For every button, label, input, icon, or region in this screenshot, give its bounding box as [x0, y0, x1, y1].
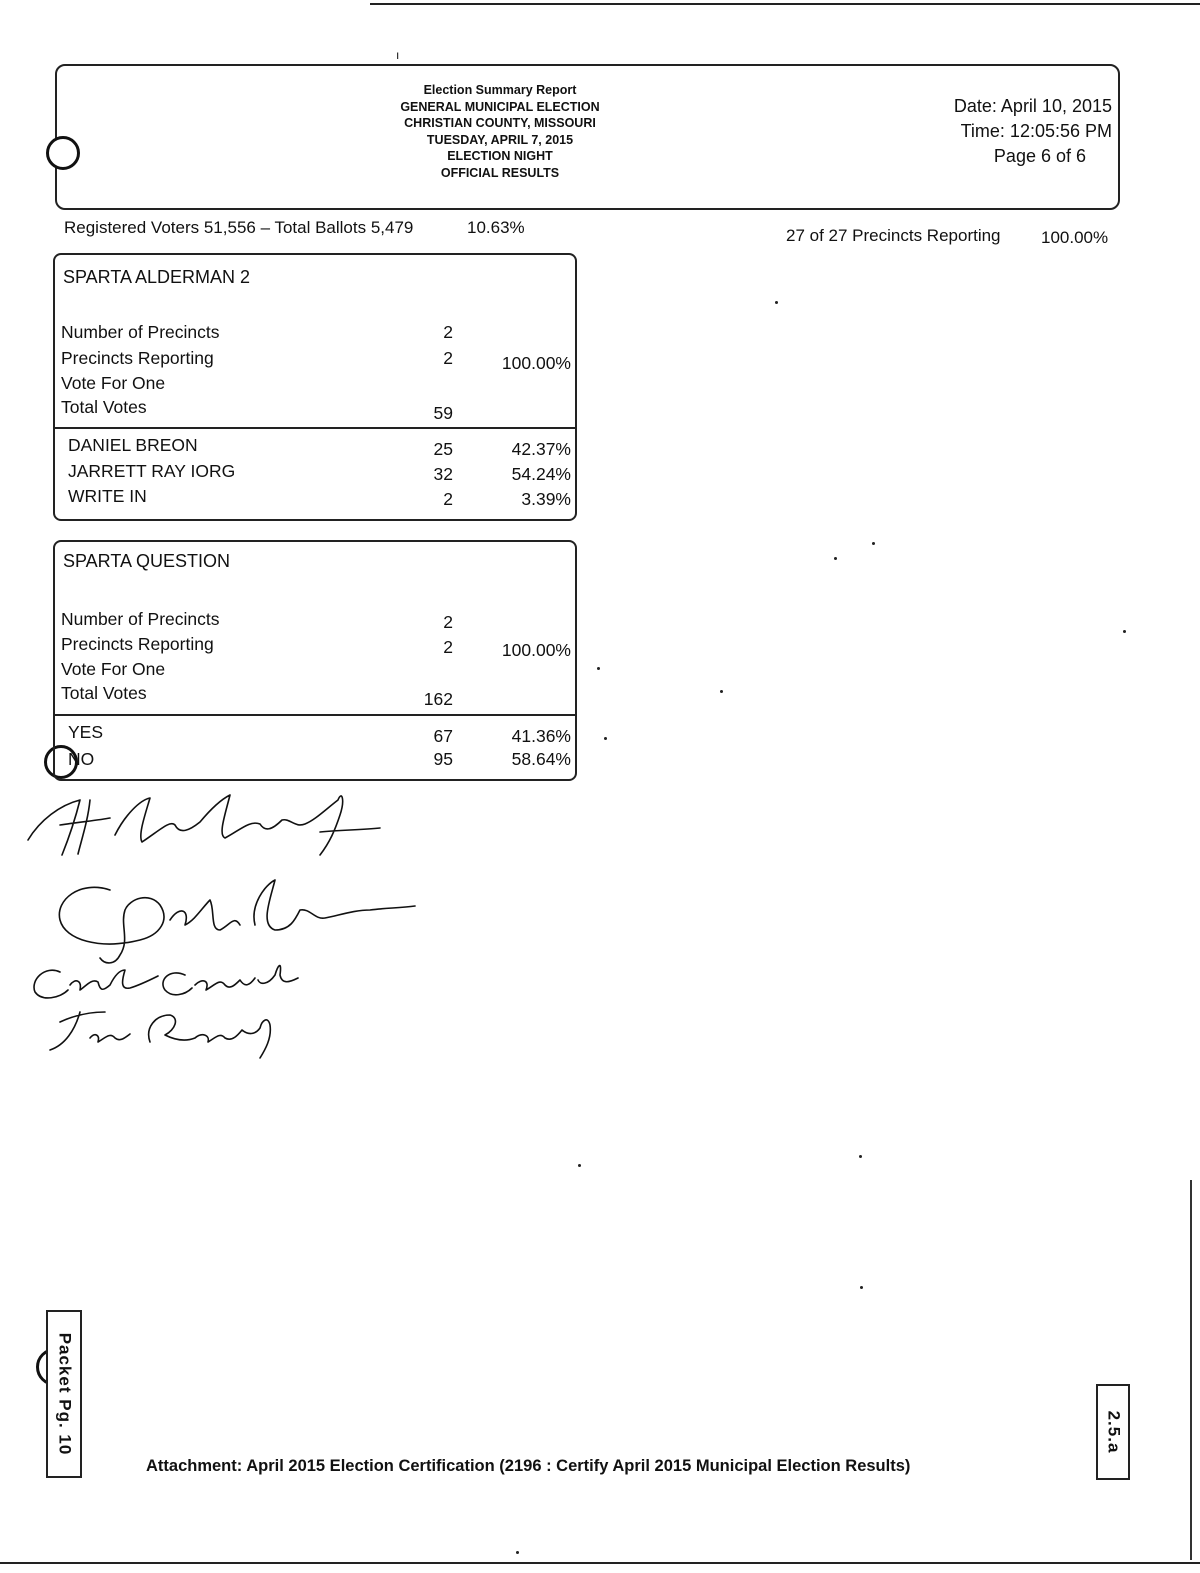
- report-meta: [954, 94, 1112, 169]
- signature-3: [34, 966, 298, 998]
- stat-label: Precincts Reporting: [61, 634, 214, 654]
- bottom-scan-line: [0, 1562, 1200, 1564]
- candidate-votes: 2: [443, 489, 453, 509]
- report-title-line: CHRISTIAN COUNTY, MISSOURI: [404, 116, 596, 130]
- report-time: Time: 12:05:56 PM: [960, 121, 1112, 141]
- scan-speck: [775, 301, 778, 304]
- stat-row-vote-for: [55, 659, 575, 683]
- packet-page-label: Packet Pg. 10: [55, 1332, 74, 1456]
- candidate-votes: 95: [433, 749, 453, 769]
- section-divider: [53, 714, 577, 716]
- item-number-label: 2.5.a: [1104, 1410, 1123, 1454]
- stat-label: Number of Precincts: [61, 609, 220, 629]
- stat-label: Precincts Reporting: [61, 348, 214, 368]
- scan-edge-line: [1190, 1180, 1192, 1560]
- signature-2: [59, 880, 415, 963]
- candidate-name: WRITE IN: [68, 486, 147, 506]
- report-title-line: ELECTION NIGHT: [447, 149, 553, 163]
- report-title-line: GENERAL MUNICIPAL ELECTION: [400, 99, 600, 114]
- race-title: SPARTA QUESTION: [63, 551, 231, 571]
- stat-value: 2: [443, 637, 453, 657]
- scan-speck: [516, 1551, 519, 1554]
- candidate-name: JARRETT RAY IORG: [68, 461, 236, 481]
- candidate-percent: 58.64%: [511, 749, 571, 769]
- report-date: Date: April 10, 2015: [953, 96, 1112, 116]
- stat-percent: 100.00%: [501, 640, 571, 660]
- stat-row-total-votes: [55, 683, 575, 707]
- race-title: SPARTA ALDERMAN 2: [63, 267, 251, 287]
- registered-voters: Registered Voters 51,556 – Total Ballots 5,479: [64, 218, 414, 237]
- candidate-name: DANIEL BREON: [68, 435, 198, 455]
- signature-4: [50, 1012, 270, 1058]
- stat-value: 162: [423, 689, 453, 709]
- candidate-votes: 67: [433, 726, 453, 746]
- scan-speck: [720, 690, 723, 693]
- candidate-percent: 41.36%: [511, 726, 571, 746]
- stat-row-number-of-precincts: [55, 322, 575, 346]
- candidate-name: YES: [68, 722, 104, 742]
- race-box-sparta-question: [53, 540, 577, 781]
- stat-label: Vote For One: [61, 373, 166, 393]
- report-page: Page 6 of 6: [993, 146, 1086, 166]
- candidate-row: [55, 461, 575, 485]
- report-title-line: OFFICIAL RESULTS: [440, 165, 560, 180]
- turnout-percent: 10.63%: [467, 218, 525, 237]
- candidate-row: [55, 435, 575, 459]
- stat-value: 2: [443, 322, 453, 342]
- section-divider: [53, 427, 577, 429]
- stat-label: Vote For One: [61, 659, 166, 679]
- top-scan-line: [370, 3, 1200, 5]
- candidate-votes: 32: [433, 464, 453, 484]
- candidate-percent: 54.24%: [511, 464, 571, 484]
- candidate-row: [55, 749, 575, 773]
- candidate-name: NO: [68, 749, 95, 769]
- race-box-sparta-alderman-2: [53, 253, 577, 521]
- scan-speck: [834, 557, 837, 560]
- candidate-votes: 25: [433, 439, 453, 459]
- candidate-percent: 3.39%: [521, 489, 571, 509]
- scan-speck: [859, 1155, 862, 1158]
- stat-value: 59: [433, 403, 453, 423]
- signatures-image: [20, 780, 420, 1070]
- candidate-row: [55, 722, 575, 746]
- scan-speck: [860, 1286, 863, 1289]
- stat-label: Total Votes: [61, 397, 147, 417]
- precincts-reporting-summary: 27 of 27 Precincts Reporting: [786, 226, 1001, 245]
- signature-1: [28, 795, 380, 855]
- report-title-block: [360, 82, 640, 181]
- punch-hole-top: [46, 136, 80, 170]
- scan-speck: [578, 1164, 581, 1167]
- packet-page-stamp: [46, 1310, 82, 1478]
- stat-row-total-votes: [55, 397, 575, 421]
- stat-row-number-of-precincts: [55, 609, 575, 633]
- candidate-percent: 42.37%: [511, 439, 571, 459]
- stat-row-precincts-reporting: [55, 634, 575, 658]
- scan-speck: [872, 542, 875, 545]
- stat-label: Total Votes: [61, 683, 147, 703]
- candidate-row: [55, 486, 575, 510]
- stat-value: 2: [443, 348, 453, 368]
- scan-mark: ı: [396, 48, 400, 62]
- report-title-line: TUESDAY, APRIL 7, 2015: [426, 132, 574, 147]
- scan-speck: [604, 737, 607, 740]
- stat-row-precincts-reporting: [55, 348, 575, 372]
- precincts-reporting-percent: 100.00%: [1041, 228, 1109, 247]
- report-title-line: Election Summary Report: [423, 83, 577, 97]
- stat-row-vote-for: [55, 373, 575, 397]
- stat-percent: 100.00%: [501, 353, 571, 373]
- scan-speck: [1123, 630, 1126, 633]
- attachment-footer: Attachment: April 2015 Election Certification (2196 : Certify April 2015 Municipal Election Results): [146, 1457, 911, 1475]
- item-number-stamp: [1096, 1384, 1130, 1480]
- stat-label: Number of Precincts: [61, 322, 220, 342]
- scan-speck: [597, 667, 600, 670]
- stat-value: 2: [443, 612, 453, 632]
